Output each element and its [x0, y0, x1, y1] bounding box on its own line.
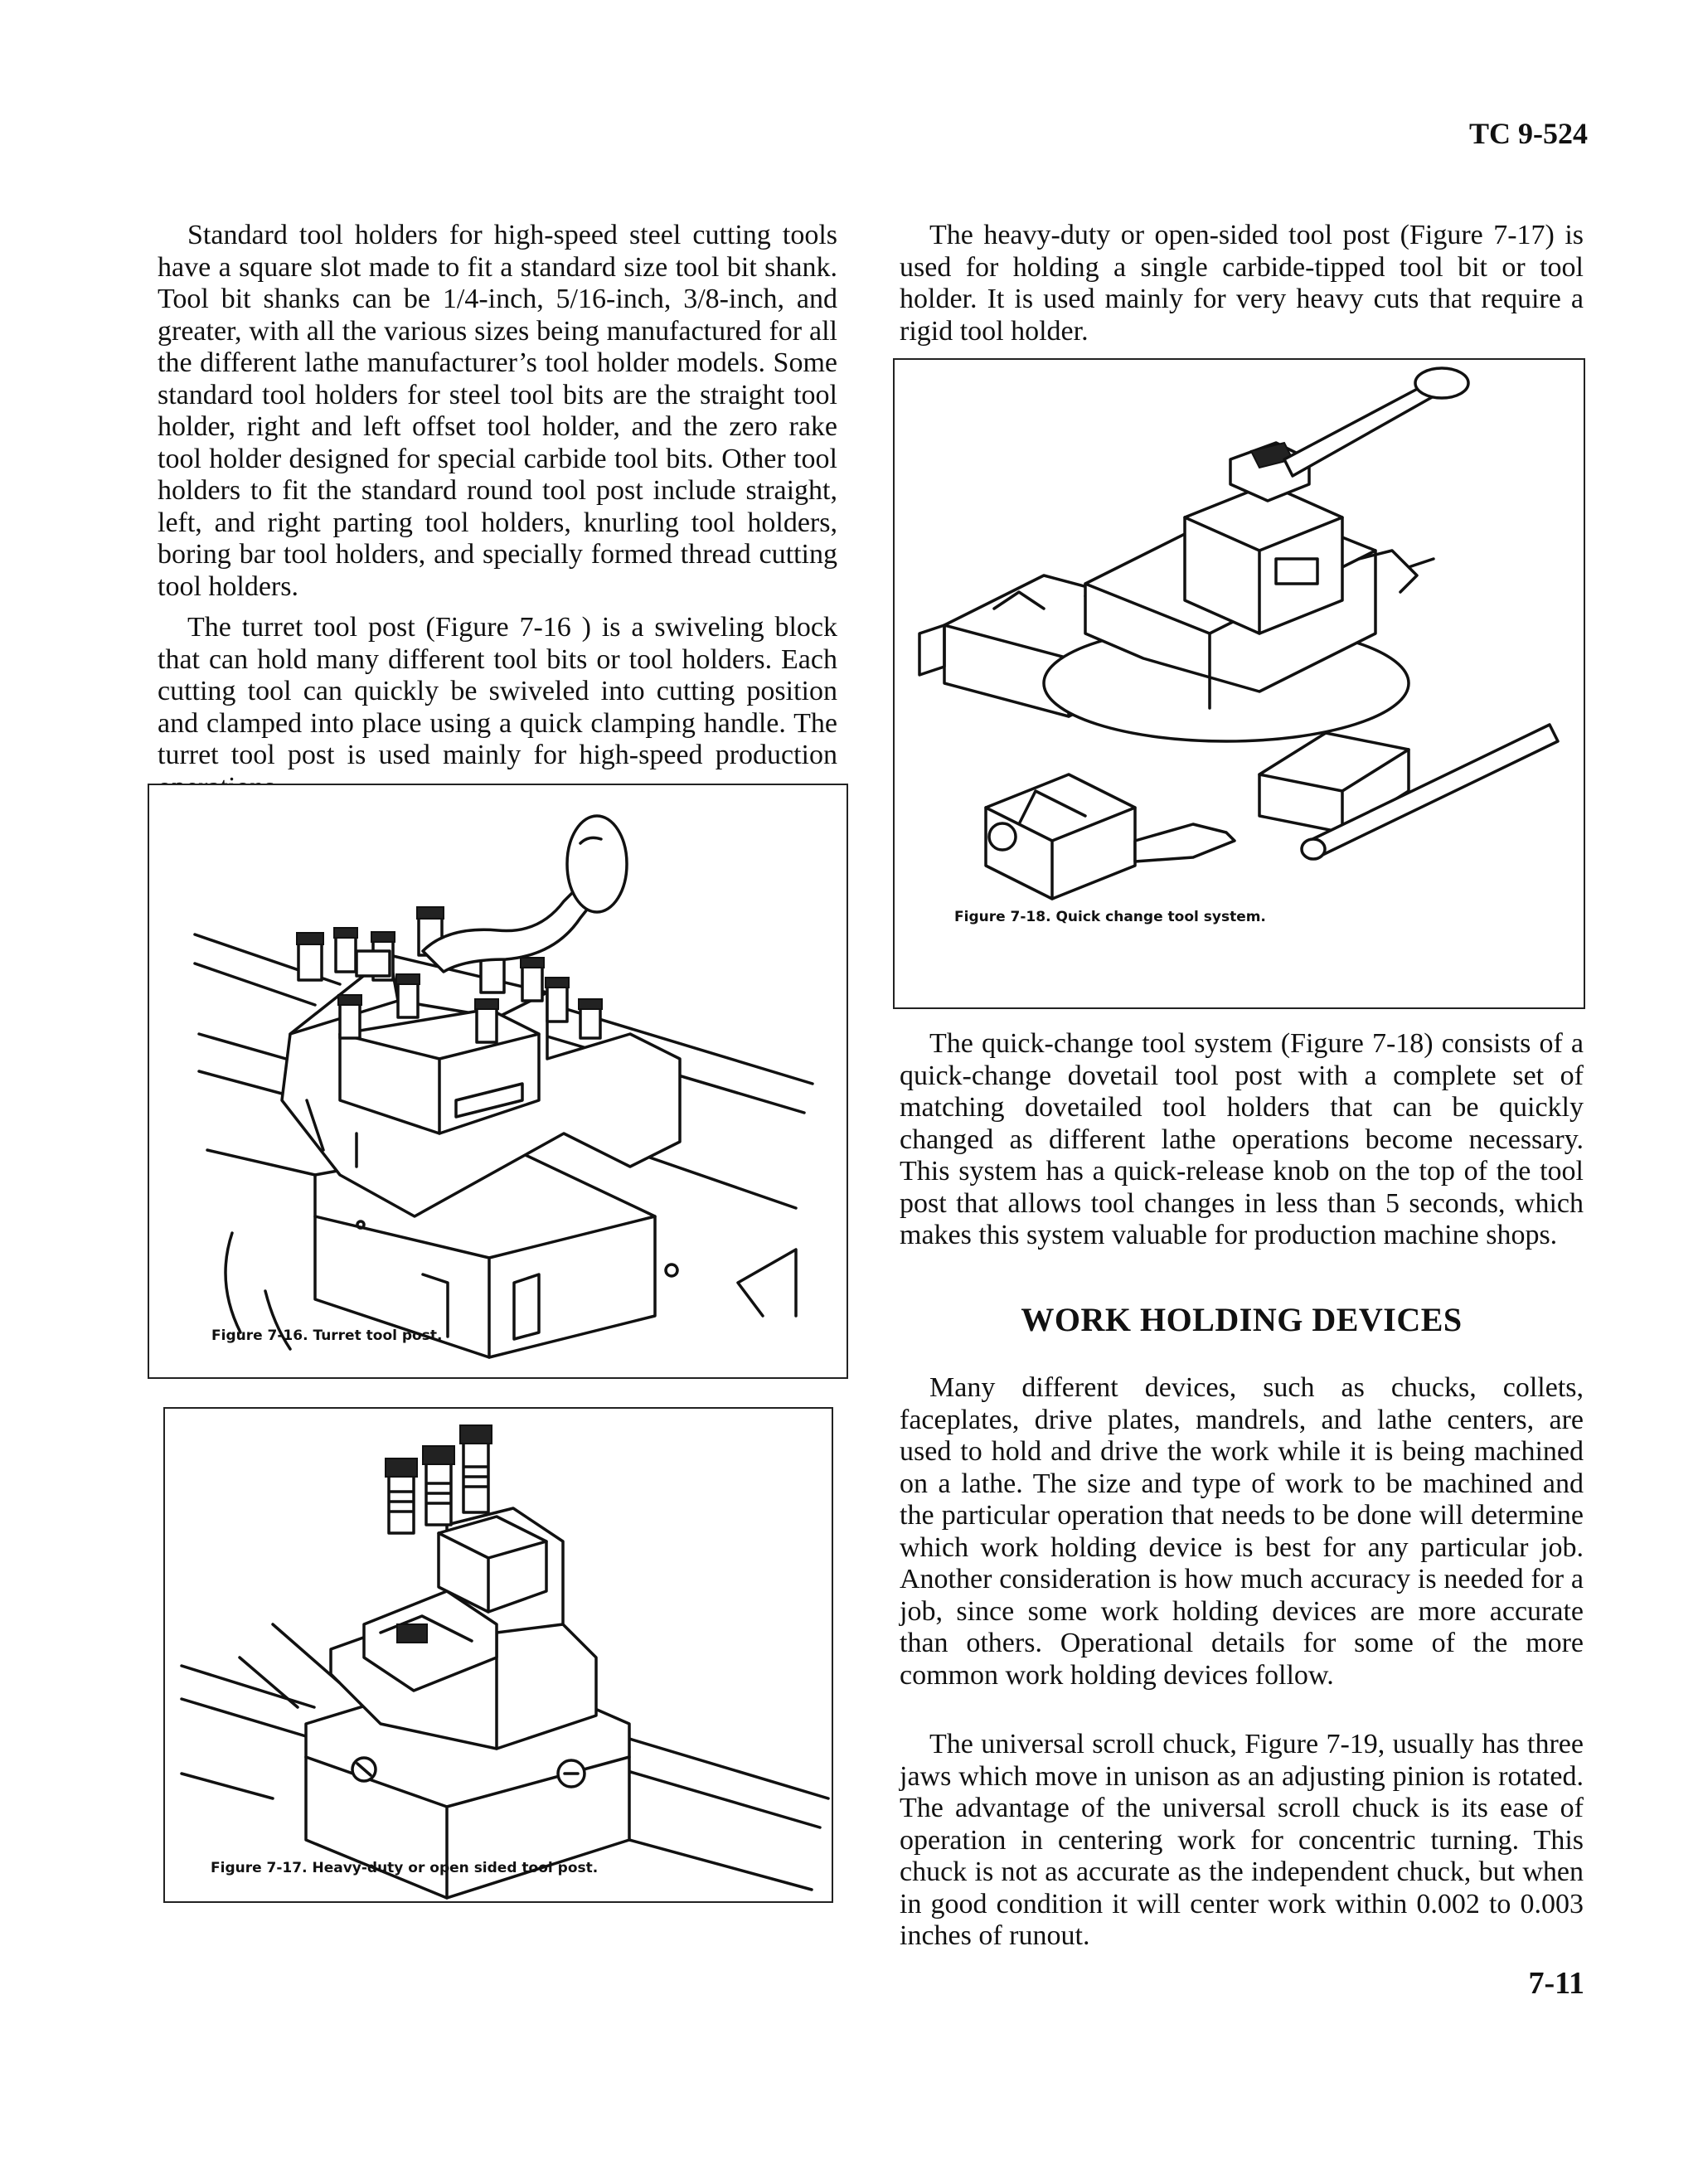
right-paragraph-3: Many different devices, such as chucks, collets, faceplates, drive plates, mandrels, and lathe centers, are used to hold and drive the work while it is being machined on a lathe. The size and type of work to be machined and the particular operation that needs to be done will determine which work holding device is best for any particular job. Another consideration is how much accuracy is needed for a job, since some work holding devices are more accurate than others. Operational details for some of the more common work holding devices follow.: [900, 1372, 1584, 1691]
section-heading: WORK HOLDING DEVICES: [1021, 1301, 1463, 1338]
figure-7-17: [163, 1407, 833, 1903]
figure-7-16-caption: Figure 7-16. Turret tool post.: [211, 1327, 443, 1344]
figure-7-17-caption: Figure 7-17. Heavy-duty or open sided tool post.: [211, 1860, 599, 1876]
figure-7-18: [893, 358, 1585, 1009]
turret-tool-post-illustration: [149, 785, 850, 1381]
page-number: 7-11: [1528, 1966, 1584, 2001]
figure-7-18-caption: Figure 7-18. Quick change tool system.: [954, 909, 1266, 925]
left-paragraph-2: The turret tool post (Figure 7-16 ) is a swiveling block that can hold many different tool bits or tool holders. Each cutting tool can quickly be swiveled into cutting position and clamped into place using a quick clamping handle. The turret tool post is used mainly for high-speed production: [158, 612, 837, 770]
document-id: TC 9-524: [1469, 117, 1588, 150]
right-paragraph-4: The universal scroll chuck, Figure 7-19, usually has three jaws which move in unison as an adjusting pinion is rotated. The advantage of the universal scroll chuck is its ease of operation in centering work for concentric turning. This chuck is not as accurate as the independent chuck, but when in good condition it will center work within 0.002 to 0.003 inches of runout.: [900, 1729, 1584, 1951]
right-paragraph-1: The heavy-duty or open-sided tool post (Figure 7-17) is used for holding a single carbide-tipped tool bit or tool holder. It is used mainly for very heavy cuts that require a rigid tool holder.: [900, 220, 1584, 347]
heavy-duty-tool-post-illustration: [165, 1409, 835, 1905]
figure-7-16: [148, 784, 848, 1379]
right-paragraph-2: The quick-change tool system (Figure 7-18) consists of a quick-change dovetail tool post with a complete set of matching dovetailed tool holders that can be quickly changed as different lathe operations become necessary. This system has a quick-release knob on the top of the tool post that allows tool changes in less than 5 seconds, which makes this system valuable for production machine shops.: [900, 1028, 1584, 1250]
left-paragraph-1: Standard tool holders for high-speed steel cutting tools have a square slot made to fit a standard size tool bit shank. Tool bit shanks can be 1/4-inch, 5/16-inch, 3/8-inch, and greater, with all the various sizes being manufactured for all the different lathe manufacturer’s tool holder models. Some standard tool holders for steel tool bits are the straight tool holder, right and left offset tool holder, and the zero rake tool holder designed for special carbide tool bits. Other tool holders to fit the standard round tool post include straight, left, and right parting tool holders, knurling tool holders, boring bar tool holders, and specially formed thread cutting tool holders.: [158, 220, 837, 602]
